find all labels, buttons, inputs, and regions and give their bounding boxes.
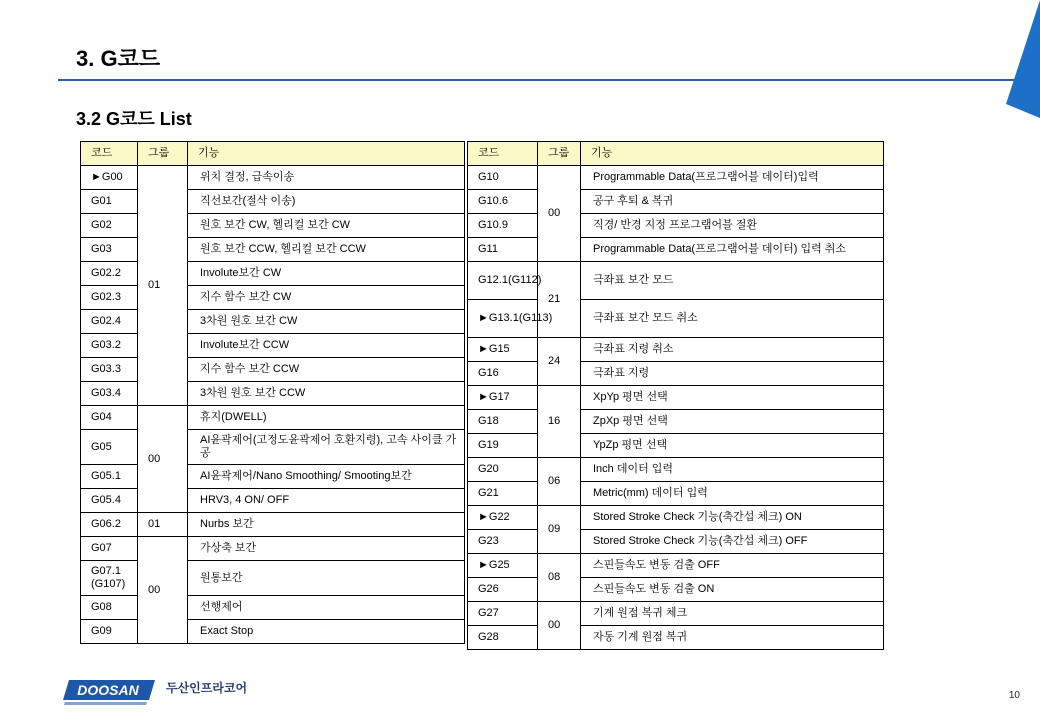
group-cell: 06 [538, 458, 581, 506]
header-code: 코드 [468, 142, 538, 166]
code-cell: G05 [81, 430, 138, 465]
function-cell: 지수 함수 보간 CW [188, 286, 465, 310]
header-group: 그룹 [538, 142, 581, 166]
code-cell: G06.2 [81, 513, 138, 537]
code-cell: G26 [468, 578, 538, 602]
table-row [468, 386, 884, 410]
header-code: 코드 [81, 142, 138, 166]
code-cell: G08 [81, 596, 138, 620]
group-cell: 24 [538, 338, 581, 386]
header-function: 기능 [581, 142, 884, 166]
function-cell: YpZp 평면 선택 [581, 434, 884, 458]
function-cell: ZpXp 평면 선택 [581, 410, 884, 434]
code-cell: G28 [468, 626, 538, 650]
code-cell: ►G15 [468, 338, 538, 362]
function-cell: Stored Stroke Check 기능(축간섭 체크) ON [581, 506, 884, 530]
function-cell: Involute보간 CW [188, 262, 465, 286]
group-cell: 08 [538, 554, 581, 602]
function-cell: Programmable Data(프로그램어블 데이터)입력 [581, 166, 884, 190]
gcode-table-left [80, 141, 465, 644]
section-subtitle: 3.2 G코드 List [76, 109, 192, 129]
function-cell: 직경/ 반경 지정 프로그램어블 절환 [581, 214, 884, 238]
table-row [468, 578, 884, 602]
group-cell: 16 [538, 386, 581, 458]
code-cell: G03 [81, 238, 138, 262]
table-row [468, 602, 884, 626]
code-cell: G01 [81, 190, 138, 214]
function-cell: 원통보간 [188, 561, 465, 596]
function-cell: 선행제어 [188, 596, 465, 620]
function-cell: 공구 후퇴 & 복귀 [581, 190, 884, 214]
code-cell: G02.2 [81, 262, 138, 286]
code-cell: G10.6 [468, 190, 538, 214]
table-row [81, 537, 465, 561]
code-cell: G05.4 [81, 489, 138, 513]
table-row [468, 410, 884, 434]
code-cell: G10 [468, 166, 538, 190]
function-cell: Metric(mm) 데이터 입력 [581, 482, 884, 506]
code-cell: ►G00 [81, 166, 138, 190]
function-cell: 휴지(DWELL) [188, 406, 465, 430]
code-cell: G21 [468, 482, 538, 506]
corner-decoration [1000, 0, 1040, 120]
code-cell: G03.4 [81, 382, 138, 406]
function-cell: XpYp 평면 선택 [581, 386, 884, 410]
code-cell: ►G22 [468, 506, 538, 530]
group-cell: 01 [138, 513, 188, 537]
code-cell: G02.4 [81, 310, 138, 334]
code-cell: G23 [468, 530, 538, 554]
page-number: 10 [1008, 690, 1020, 701]
function-cell: 자동 기계 원점 복귀 [581, 626, 884, 650]
function-cell: 3차원 원호 보간 CW [188, 310, 465, 334]
function-cell: Exact Stop [188, 620, 465, 644]
table-header-row [468, 142, 884, 166]
function-cell: Nurbs 보간 [188, 513, 465, 537]
group-cell: 21 [538, 262, 581, 338]
function-cell: 3차원 원호 보간 CCW [188, 382, 465, 406]
table-row [81, 166, 465, 190]
function-cell: 기계 원점 복귀 체크 [581, 602, 884, 626]
function-cell: 위치 결정, 급속이송 [188, 166, 465, 190]
code-cell: G20 [468, 458, 538, 482]
function-cell: 스핀들속도 변동 검출 ON [581, 578, 884, 602]
function-cell: AI윤곽제어(고정도윤곽제어 호환지령), 고속 사이클 가공 [188, 430, 465, 465]
code-cell: G09 [81, 620, 138, 644]
function-cell: 직선보간(절삭 이송) [188, 190, 465, 214]
table-row [468, 362, 884, 386]
table-row [468, 214, 884, 238]
code-cell: ►G25 [468, 554, 538, 578]
code-cell: G07 [81, 537, 138, 561]
table-row [468, 238, 884, 262]
table-row [468, 530, 884, 554]
code-cell: G18 [468, 410, 538, 434]
group-cell: 00 [538, 166, 581, 262]
code-cell: G04 [81, 406, 138, 430]
function-cell: 지수 함수 보간 CCW [188, 358, 465, 382]
function-cell: 극좌표 보간 모드 [581, 262, 884, 300]
table-row [468, 338, 884, 362]
header-group: 그룹 [138, 142, 188, 166]
table-row [468, 458, 884, 482]
function-cell: 가상축 보간 [188, 537, 465, 561]
table-row [468, 190, 884, 214]
group-cell: 00 [538, 602, 581, 650]
function-cell: 스핀들속도 변동 검출 OFF [581, 554, 884, 578]
group-cell: 00 [138, 406, 188, 513]
code-cell: G11 [468, 238, 538, 262]
code-cell: G03.2 [81, 334, 138, 358]
code-cell: G10.9 [468, 214, 538, 238]
group-cell: 01 [138, 166, 188, 406]
table-header-row [81, 142, 465, 166]
title-underline [58, 79, 1040, 81]
code-cell: G07.1 (G107) [81, 561, 138, 596]
table-row [468, 300, 884, 338]
function-cell: Inch 데이터 입력 [581, 458, 884, 482]
table-row [81, 406, 465, 430]
code-cell: G27 [468, 602, 538, 626]
table-row [468, 166, 884, 190]
table-row [468, 434, 884, 458]
function-cell: 극좌표 지령 [581, 362, 884, 386]
code-cell: G02.3 [81, 286, 138, 310]
function-cell: AI윤곽제어/Nano Smoothing/ Smooting보간 [188, 465, 465, 489]
doosan-logo [63, 672, 155, 706]
code-cell: G16 [468, 362, 538, 386]
function-cell: 원호 보간 CCW, 헬리컬 보간 CCW [188, 238, 465, 262]
header-function: 기능 [188, 142, 465, 166]
table-row [468, 626, 884, 650]
function-cell: Stored Stroke Check 기능(축간섭 체크) OFF [581, 530, 884, 554]
function-cell: HRV3, 4 ON/ OFF [188, 489, 465, 513]
table-row [468, 262, 884, 300]
function-cell: Programmable Data(프로그램어블 데이터) 입력 취소 [581, 238, 884, 262]
group-cell: 00 [138, 537, 188, 644]
code-cell: G03.3 [81, 358, 138, 382]
logo-text: DOOSAN [77, 682, 139, 698]
table-row [81, 513, 465, 537]
function-cell: 극좌표 지령 취소 [581, 338, 884, 362]
table-row [468, 506, 884, 530]
function-cell: 극좌표 보간 모드 취소 [581, 300, 884, 338]
code-cell: ►G13.1(G113) [468, 300, 538, 338]
code-cell: G19 [468, 434, 538, 458]
group-cell: 09 [538, 506, 581, 554]
table-row [468, 554, 884, 578]
code-cell: ►G17 [468, 386, 538, 410]
page-title: 3. G코드 [76, 46, 161, 71]
table-row [468, 482, 884, 506]
code-cell: G02 [81, 214, 138, 238]
function-cell: 원호 보간 CW, 헬리컬 보간 CW [188, 214, 465, 238]
function-cell: Involute보간 CCW [188, 334, 465, 358]
code-cell: G12.1(G112) [468, 262, 538, 300]
gcode-table-right [467, 141, 884, 650]
code-cell: G05.1 [81, 465, 138, 489]
company-name: 두산인프라코어 [166, 681, 248, 695]
